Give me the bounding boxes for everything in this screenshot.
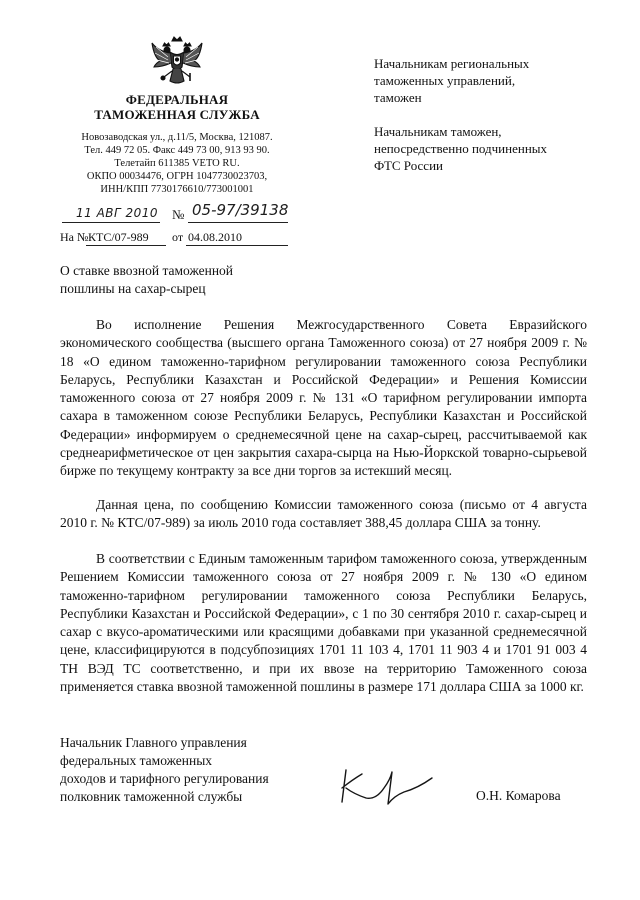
- reference-from-label: от: [172, 230, 184, 244]
- date-underline: [62, 222, 160, 223]
- signatory-title: [60, 734, 310, 806]
- letter-subject: [60, 262, 320, 298]
- signatory-name: О.Н. Комарова: [476, 788, 561, 803]
- registration-date: 11 АВГ 2010: [76, 206, 159, 220]
- reference-date: 04.08.2010: [188, 230, 242, 244]
- addressee-line: Начальникам таможен,: [374, 124, 502, 139]
- handwritten-signature: [332, 758, 442, 808]
- signatory-title-line: полковник таможенной службы: [60, 789, 243, 804]
- org-address-line: Новозаводская ул., д.11/5, Москва, 121087.: [81, 132, 273, 143]
- ref-date-underline: [186, 245, 288, 246]
- russian-coat-of-arms-icon: [148, 33, 206, 89]
- org-name-line2: ТАМОЖЕННАЯ СЛУЖБА: [94, 107, 260, 122]
- signatory-title-line: доходов и тарифного регулирования: [60, 771, 269, 786]
- org-teletype-line: Телетайп 611385 VETO RU.: [114, 158, 240, 169]
- org-phone-line: Тел. 449 72 05. Факс 449 73 00, 913 93 90.: [84, 145, 270, 156]
- addressee-line: таможенных управлений,: [374, 73, 516, 88]
- addressee-line: непосредственно подчиненных: [374, 141, 548, 156]
- signatory-title-line: Начальник Главного управления: [60, 735, 247, 750]
- addressee-line: Начальникам региональных: [374, 56, 530, 71]
- addressee-line: ФТС России: [374, 158, 443, 173]
- reference-number: КТС/07-989: [88, 230, 149, 244]
- subject-line: О ставке ввозной таможенной: [60, 263, 234, 278]
- subject-line: пошлины на сахар-сырец: [60, 281, 206, 296]
- addressee-line: таможен: [374, 90, 422, 105]
- body-paragraph-1: Во исполнение Решения Межгосударственного Совета Евразийского экономического сообщества (высшего органа Таможенного союза) от 27 ноября 2009 г. № 18 «О едином таможенно-тарифном регулировании таможенного союза Республики Беларусь, Республики Казахстан и Российской Федерации» и Решения Комиссии таможенного союза от 27 ноября 2009 г. № 131 «О тарифном регулировании импорта сахара в таможенном союзе Республики Беларусь, Республики Казахстан и Российской Федерации» информируем о среднемесячной цене на сахар-сырец, рассчитываемой как среднеарифметическое от цен закрытия сахара-сырца на Нью-Йоркской товарно-сырьевой бирже по текущему контракту за все дни торгов за истекший месяц.: [60, 317, 587, 479]
- ref-number-underline: [86, 245, 166, 246]
- addressee-regional: [374, 55, 614, 106]
- signatory-title-line: федеральных таможенных: [60, 753, 213, 768]
- body-paragraph-3: В соответствии с Единым таможенным тарифом таможенного союза, утвержденным Решением Комиссии таможенного союза от 27 ноября 2009 г. № 130 «О едином таможенно-тарифном регулировании таможенного союза Республики Беларусь, Республики Казахстан и Российской Федерации», с 1 по 30 сентября 2010 г. сахар-сырец и сахар с вкусо-ароматическими или красящими добавками при указанной среднемесячной цене, классифицируются в подсубпозициях 1701 11 103 4, 1701 11 903 4 и 1701 91 003 4 ТН ВЭД ТС соответственно, и при их ввозе на территорию Таможенного союза применяется ставка ввозной таможенной пошлины в размере 171 доллара США за 1000 кг.: [60, 551, 587, 695]
- number-underline: [188, 222, 288, 223]
- body-paragraph-2: Данная цена, по сообщению Комиссии таможенного союза (письмо от 4 августа 2010 г. № КТС/07-989) за июль 2010 года составляет 388,45 доллара США за тонну.: [60, 497, 587, 531]
- org-inn-line: ИНН/КПП 7730176610/773001001: [100, 184, 254, 195]
- registration-number-prefix: №: [172, 207, 185, 222]
- registration-number: 05-97/39138: [192, 201, 289, 219]
- org-name-line1: ФЕДЕРАЛЬНАЯ: [125, 92, 229, 107]
- reference-prefix: На №: [60, 230, 89, 244]
- org-okpo-line: ОКПО 00034476, ОГРН 1047730023703,: [86, 171, 268, 182]
- addressee-customs: [374, 123, 614, 174]
